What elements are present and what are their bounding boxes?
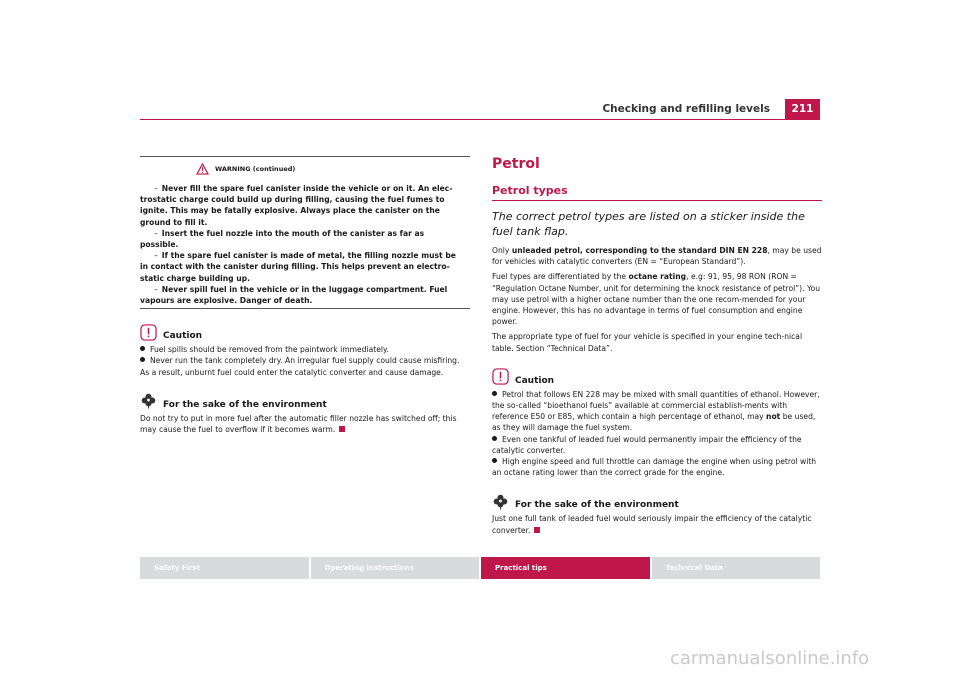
- environment-text: Do not try to put in more fuel after the automatic filler nozzle has switched off; this may cause the fuel to overflow if it becomes warm.: [140, 413, 457, 435]
- watermark: carmanualsonline.info: [670, 648, 870, 669]
- warning-line: – Never spill fuel in the vehicle or in the luggage compartment. Fuel: [154, 284, 448, 294]
- environment-flower-icon: [492, 493, 509, 510]
- warning-list: [140, 183, 470, 306]
- header-divider: [140, 119, 820, 120]
- page-header-title: Checking and refilling levels: [602, 103, 770, 115]
- caution-bullet: Fuel spills should be removed from the paintwork immediately.: [140, 344, 470, 355]
- warning-line: ignite. This may be fatally explosive. Always place the canister on the: [140, 206, 440, 216]
- paragraph: The appropriate type of fuel for your vehicle is specified in your engine tech-nical table. Section “Technical Data”.: [492, 332, 803, 353]
- footer-nav: [140, 557, 820, 579]
- caution-bullet: Petrol that follows EN 228 may be mixed with small quantities of ethanol. However, the so-called “bioethanol fuels” available at commercial establish-ments with reference E50 or E85, which contain a high percentage of ethanol, may not be used, as they will damage the fuel system.: [492, 389, 820, 433]
- warning-header: [196, 163, 470, 175]
- caution-exclamation-icon: [140, 324, 157, 341]
- warning-line: ground to fill it.: [140, 217, 208, 227]
- warning-line: in contact with the canister during filling. This helps prevent an electro-: [140, 262, 450, 272]
- caution-header: [140, 323, 470, 341]
- warning-line: trostatic charge could build up during filling, causing the fuel fumes to: [140, 195, 445, 205]
- warning-line: – Never fill the spare fuel canister inside the vehicle or on it. An elec-: [154, 184, 453, 193]
- tab-technical-data[interactable]: Technical Data: [652, 557, 821, 579]
- bullet-icon: [492, 458, 497, 463]
- end-of-section-marker: [339, 426, 345, 432]
- warning-box: [140, 156, 470, 309]
- page-number: 211: [785, 99, 820, 119]
- bullet-icon: [140, 346, 145, 351]
- warning-line: – If the spare fuel canister is made of metal, the filling nozzle must be: [154, 251, 456, 261]
- tab-safety-first[interactable]: Safety First: [140, 557, 309, 579]
- warning-triangle-icon: [196, 163, 209, 175]
- left-column: [140, 156, 470, 435]
- environment-title: For the sake of the environment: [163, 399, 327, 410]
- environment-text: Just one full tank of leaded fuel would seriously impair the efficiency of the catalytic converter.: [492, 514, 812, 535]
- environment-header: [492, 492, 822, 510]
- environment-title: For the sake of the environment: [515, 500, 679, 511]
- end-of-section-marker: [534, 527, 540, 533]
- bullet-icon: [140, 357, 145, 362]
- caution-header: [492, 368, 822, 386]
- warning-line: – Insert the fuel nozzle into the mouth of the canister as far as: [154, 228, 425, 238]
- warning-line: possible.: [140, 240, 179, 250]
- paragraph: Only unleaded petrol, corresponding to the standard DIN EN 228, may be used for vehicles with catalytic converters (EN = “European Standard”).: [492, 246, 822, 267]
- warning-line: vapours are explosive. Danger of death.: [140, 296, 313, 306]
- environment-header: [140, 392, 470, 410]
- caution-title: Caution: [163, 331, 203, 342]
- sub-title: Petrol types: [492, 184, 822, 201]
- warning-title: WARNING (continued): [215, 165, 296, 173]
- section-title: Petrol: [492, 156, 540, 172]
- paragraph: Fuel types are differentiated by the octane rating, e.g: 91, 95, 98 RON (RON = “Regulation Octane Number, unit for determining the knock resistance of petrol”). You may use petrol with a higher octane number than the one recom-mended for your engine. However, this has no advantage in terms of fuel consumption and engine power.: [492, 272, 821, 327]
- caution-bullet: Never run the tank completely dry. An irregular fuel supply could cause misfiring. As a result, unburnt fuel could enter the catalytic converter and cause damage.: [140, 356, 460, 377]
- bullet-icon: [492, 436, 497, 441]
- caution-bullet: High engine speed and full throttle can damage the engine when using petrol with an octane rating lower than the correct grade for the engine.: [492, 457, 817, 478]
- bullet-icon: [492, 391, 497, 396]
- environment-flower-icon: [140, 392, 157, 409]
- caution-title: Caution: [515, 375, 555, 386]
- right-column: [492, 156, 822, 536]
- tab-practical-tips[interactable]: Practical tips: [481, 557, 650, 579]
- intro-text: The correct petrol types are listed on a sticker inside the fuel tank flap.: [492, 210, 805, 238]
- warning-bottom-rule: [140, 308, 470, 309]
- tab-operating-instructions[interactable]: Operating instructions: [311, 557, 480, 579]
- warning-line: static charge building up.: [140, 273, 250, 283]
- caution-exclamation-icon: [492, 368, 509, 385]
- caution-bullet: Even one tankful of leaded fuel would permanently impair the efficiency of the catalytic converter.: [492, 434, 802, 455]
